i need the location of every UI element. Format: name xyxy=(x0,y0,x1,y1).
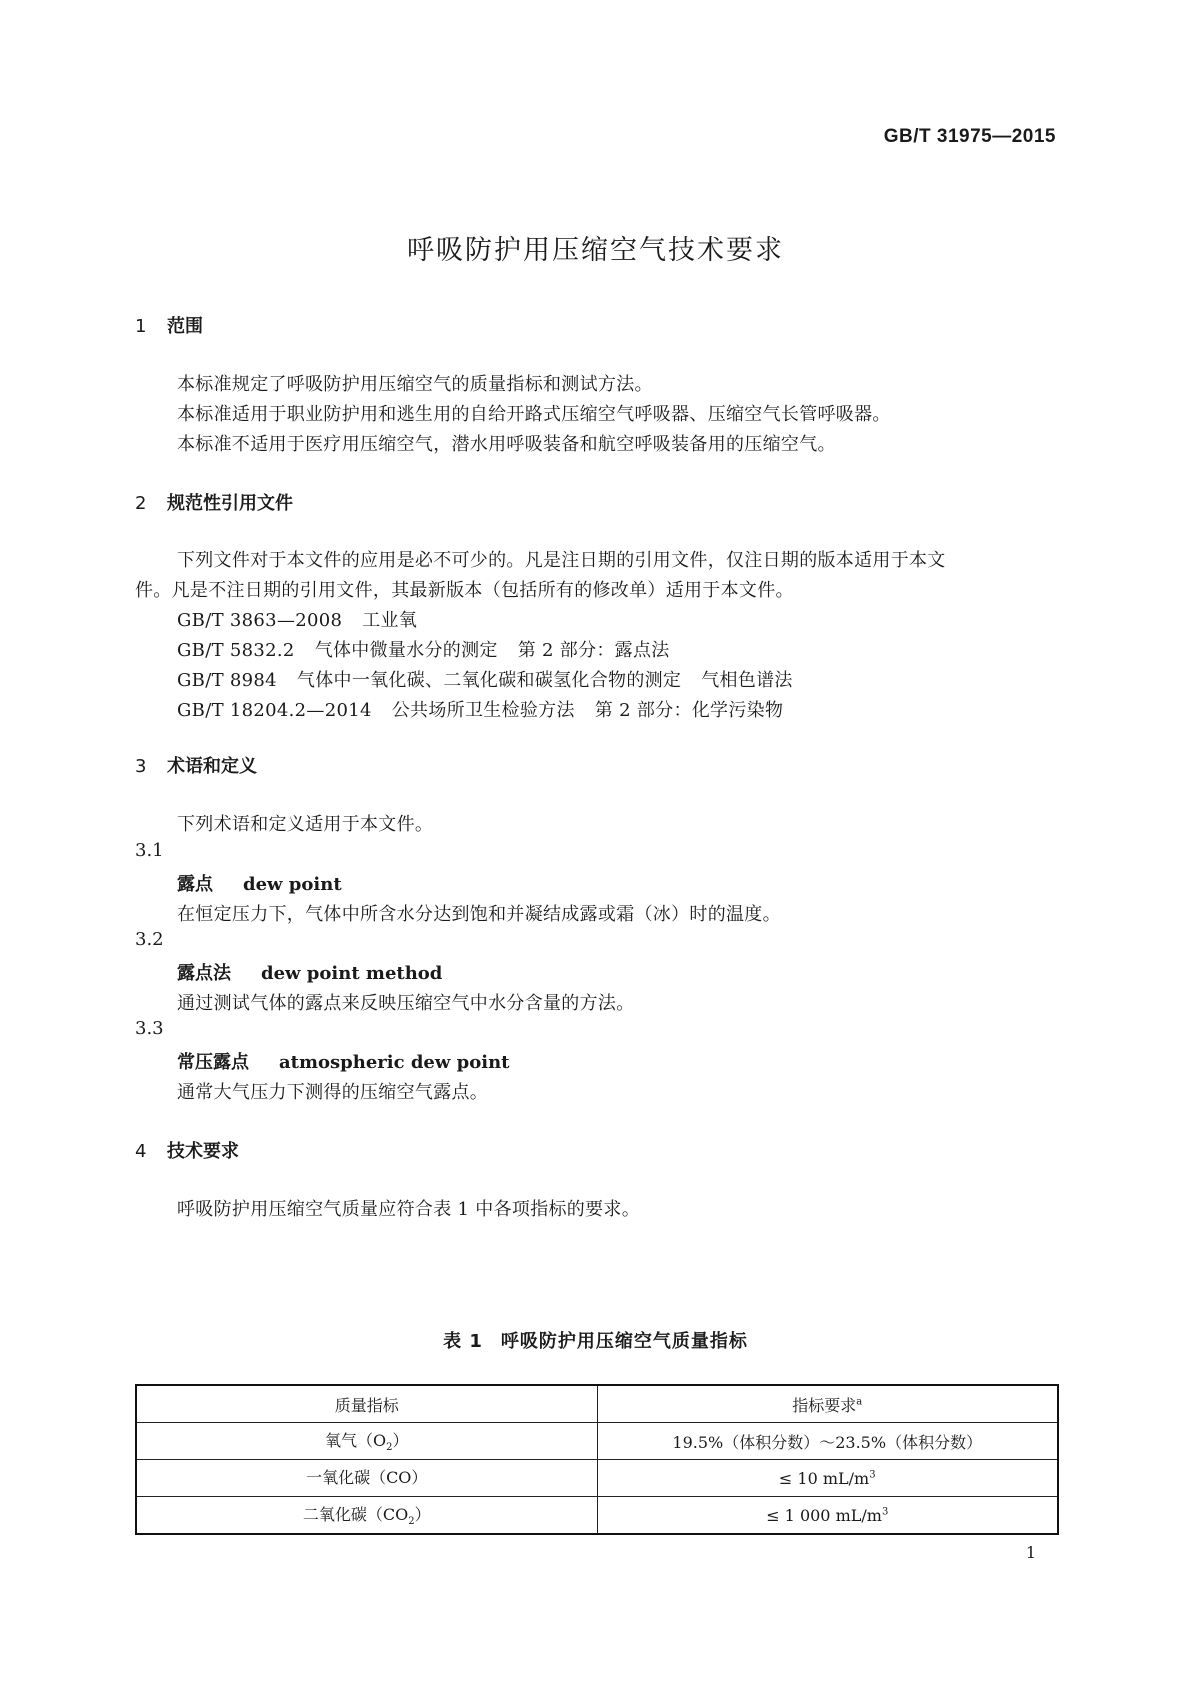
section-title: 术语和定义 xyxy=(167,756,257,777)
reference-code: GB/T 3863—2008 xyxy=(177,610,343,631)
section-heading-technical-requirements xyxy=(135,1137,239,1163)
reference-item xyxy=(177,696,783,722)
section-number: 4 xyxy=(135,1141,147,1162)
term-heading xyxy=(177,870,342,896)
term-en: dew point xyxy=(243,874,342,895)
section-heading-normative-references xyxy=(135,489,293,515)
reference-title: 气体中一氧化碳、二氧化碳和碳氢化合物的测定 xyxy=(296,670,682,691)
section-number: 1 xyxy=(135,316,147,337)
section-number: 2 xyxy=(135,493,147,514)
reference-item xyxy=(177,636,670,662)
table-cell-requirement: 19.5%（体积分数）～23.5%（体积分数） xyxy=(597,1423,1058,1460)
reference-code: GB/T 5832.2 xyxy=(177,640,295,661)
paragraph: 本标准规定了呼吸防护用压缩空气的质量指标和测试方法。 xyxy=(177,374,653,395)
table-row xyxy=(136,1460,1058,1497)
table-cell-requirement: ≤ 1 000 $mL/m^3$ xyxy=(597,1497,1058,1535)
section-title: 技术要求 xyxy=(167,1141,239,1162)
paragraph: 下列术语和定义适用于本文件。 xyxy=(177,814,434,835)
paragraph: 下列文件对于本文件的应用是必不可少的。凡是注日期的引用文件，仅注日期的版本适用于本文 xyxy=(177,550,946,571)
reference-part: 第 2 部分：化学污染物 xyxy=(594,700,784,721)
table-cell-item: 氧气$(O_2)$ xyxy=(136,1423,597,1460)
term-definition: 在恒定压力下，气体中所含水分达到饱和并凝结成露或霜（冰）时的温度。 xyxy=(177,904,781,925)
reference-code: GB/T 18204.2—2014 xyxy=(177,700,372,721)
reference-item xyxy=(177,606,417,632)
term-number: 3.2 xyxy=(135,929,164,950)
table-number: 表 1 xyxy=(443,1331,483,1352)
table-cell-item: 一氧化碳（CO） xyxy=(136,1460,597,1497)
section-title: 规范性引用文件 xyxy=(167,493,293,514)
table-header-row xyxy=(136,1385,1058,1423)
paragraph: 呼吸防护用压缩空气质量应符合表 1 中各项指标的要求。 xyxy=(177,1199,640,1220)
section-heading-terms xyxy=(135,752,257,778)
section-heading-scope xyxy=(135,312,203,338)
header-text: 指标要求 xyxy=(792,1395,857,1415)
table-row xyxy=(136,1423,1058,1460)
standard-code: GB/T 31975—2015 xyxy=(883,126,1056,147)
document-title: 呼吸防护用压缩空气技术要求 xyxy=(407,235,784,266)
table-cell-requirement: ≤ 10 $mL/m^3$ xyxy=(597,1460,1058,1497)
term-en: dew point method xyxy=(261,963,443,984)
term-number: 3.1 xyxy=(135,840,164,861)
paragraph: 件。凡是不注日期的引用文件，其最新版本（包括所有的修改单）适用于本文件。 xyxy=(135,580,794,601)
term-zh: 露点法 xyxy=(177,963,231,984)
reference-item xyxy=(177,666,793,692)
column-header-item: 质量指标 xyxy=(136,1385,597,1423)
footnote-mark: a xyxy=(856,1396,863,1408)
reference-part: 第 2 部分：露点法 xyxy=(517,640,670,661)
section-number: 3 xyxy=(135,756,147,777)
page-number: 1 xyxy=(1025,1543,1036,1562)
reference-title: 气体中微量水分的测定 xyxy=(314,640,498,661)
term-definition: 通常大气压力下测得的压缩空气露点。 xyxy=(177,1082,489,1103)
table-row xyxy=(136,1497,1058,1535)
reference-code: GB/T 8984 xyxy=(177,670,277,691)
quality-table xyxy=(135,1384,1059,1535)
table-title: 呼吸防护用压缩空气质量指标 xyxy=(500,1331,748,1352)
reference-title: 公共场所卫生检验方法 xyxy=(391,700,575,721)
term-zh: 露点 xyxy=(177,874,213,895)
reference-part: 气相色谱法 xyxy=(701,670,793,691)
table-cell-item: 二氧化碳$(CO_2)$ xyxy=(136,1497,597,1535)
term-zh: 常压露点 xyxy=(177,1052,249,1073)
reference-title: 工业氧 xyxy=(362,610,418,631)
term-heading xyxy=(177,959,442,985)
section-title: 范围 xyxy=(167,316,203,337)
column-header-requirement xyxy=(597,1385,1058,1423)
term-heading xyxy=(177,1048,509,1074)
paragraph: 本标准不适用于医疗用压缩空气，潜水用呼吸装备和航空呼吸装备用的压缩空气。 xyxy=(177,434,836,455)
table-caption xyxy=(0,1327,1191,1353)
term-definition: 通过测试气体的露点来反映压缩空气中水分含量的方法。 xyxy=(177,993,635,1014)
term-en: atmospheric dew point xyxy=(279,1052,510,1073)
term-number: 3.3 xyxy=(135,1018,164,1039)
paragraph: 本标准适用于职业防护用和逃生用的自给开路式压缩空气呼吸器、压缩空气长管呼吸器。 xyxy=(177,404,891,425)
